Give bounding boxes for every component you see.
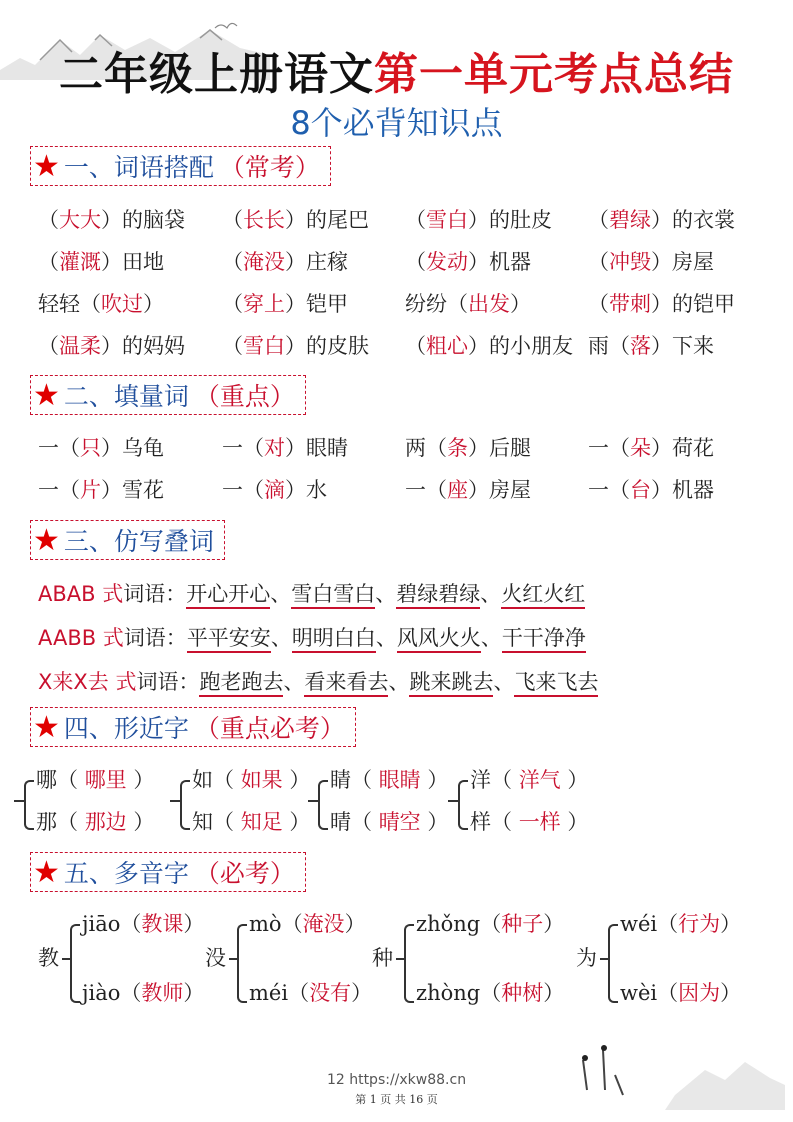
example-word: 明明白白 [292, 626, 376, 653]
polyphone-reading [416, 977, 564, 1007]
polyphone-char: 没 [205, 946, 226, 970]
polyphone-char: 教 [38, 946, 59, 970]
blank-item [405, 474, 531, 504]
paren-open: （ [609, 334, 630, 358]
separator: 、 [375, 626, 397, 650]
paren-open: （ [213, 810, 241, 834]
paren-close: ） [285, 292, 306, 316]
item-prefix: 一 [38, 478, 59, 502]
base-char: 那 [36, 810, 57, 834]
paren-close: ） [468, 478, 489, 502]
word-answer: 知足 [240, 810, 283, 834]
example-word: 跑老跑去 [199, 670, 283, 697]
similar-char-item [330, 806, 448, 836]
paren-open: （ [609, 478, 630, 502]
paren-close: ） [468, 208, 489, 232]
answer-text: 吹过 [101, 292, 143, 316]
paren-open: （ [38, 208, 59, 232]
answer-text: 条 [447, 436, 468, 460]
item-prefix: 一 [588, 478, 609, 502]
star-icon: ★ [33, 854, 60, 890]
blank-item [222, 330, 369, 360]
paren-open: （ [222, 334, 243, 358]
base-char: 如 [192, 768, 213, 792]
paren-close: ） [651, 208, 672, 232]
section-note: （必考） [194, 859, 295, 888]
paren-open: （ [657, 981, 679, 1005]
brace-bracket [404, 924, 414, 1003]
paren-open: （ [405, 334, 426, 358]
base-char: 睛 [330, 768, 351, 792]
paren-close: ） [720, 912, 742, 936]
paren-open: （ [243, 436, 264, 460]
word-answer: 晴空 [378, 810, 421, 834]
base-char: 样 [470, 810, 491, 834]
item-suffix: 房屋 [489, 478, 531, 502]
answer-text: 雪白 [426, 208, 468, 232]
pinyin-text: mò [249, 912, 282, 936]
paren-close: ） [344, 912, 366, 936]
item-prefix: 一 [222, 478, 243, 502]
blank-item [38, 330, 185, 360]
example-word: 种树 [501, 981, 544, 1005]
star-icon: ★ [33, 522, 60, 558]
collocation-row [0, 204, 793, 238]
title-part2: 第一单元考点总结 [374, 49, 734, 100]
blank-item [588, 246, 714, 276]
section-label: 五、多音字 [63, 859, 189, 888]
footer-url: 12 https://xkw88.cn [326, 1072, 467, 1088]
collocation-row [0, 330, 793, 364]
item-suffix: 乌龟 [122, 436, 164, 460]
pattern-label: X来X去 式 [38, 670, 137, 694]
answer-text: 长长 [243, 208, 285, 232]
blank-item [405, 330, 573, 360]
paren-open: （ [405, 208, 426, 232]
item-suffix: 的小朋友 [489, 334, 573, 358]
paren-close: ） [285, 334, 306, 358]
paren-close: ） [285, 250, 306, 274]
item-prefix: 一 [405, 478, 426, 502]
brace-bracket [24, 780, 34, 830]
blank-item [405, 204, 552, 234]
paren-open: （ [243, 478, 264, 502]
section-header-reduplication [30, 520, 225, 560]
polyphone-reading [82, 977, 204, 1007]
paren-close: ） [468, 436, 489, 460]
section-label: 四、形近字 [63, 714, 189, 743]
answer-text: 只 [80, 436, 101, 460]
paren-open: （ [491, 810, 519, 834]
paren-open: （ [426, 436, 447, 460]
footer-page-number: 第 1 页 共 16 页 [355, 1093, 438, 1106]
section-header-measure-words [30, 375, 306, 415]
paren-close: ） [282, 768, 311, 792]
polyphone-char: 为 [576, 946, 597, 970]
example-word: 干干净净 [502, 626, 586, 653]
paren-close: ） [143, 292, 164, 316]
paren-close: ） [183, 981, 205, 1005]
paren-close: ） [420, 768, 449, 792]
polyphone-reading [249, 977, 372, 1007]
example-word: 淹没 [302, 912, 345, 936]
blank-item [38, 246, 164, 276]
item-suffix: 机器 [672, 478, 714, 502]
pinyin-text: zhòng [416, 981, 481, 1005]
brace-tip [14, 800, 24, 802]
item-prefix: 一 [222, 436, 243, 460]
collocation-row [0, 246, 793, 280]
answer-text: 带刺 [609, 292, 651, 316]
pinyin-text: méi [249, 981, 289, 1005]
item-suffix: 水 [306, 478, 327, 502]
brace-tip [308, 800, 318, 802]
star-icon: ★ [33, 377, 60, 413]
paren-close: ） [101, 478, 122, 502]
paren-close: ） [651, 250, 672, 274]
item-suffix: 的妈妈 [122, 334, 185, 358]
example-word: 风风火火 [397, 626, 481, 653]
paren-open: （ [80, 292, 101, 316]
paren-close: ） [101, 250, 122, 274]
paren-close: ） [651, 478, 672, 502]
answer-text: 灌溉 [59, 250, 101, 274]
pinyin-text: jiāo [82, 912, 121, 936]
paren-close: ） [543, 912, 565, 936]
paren-close: ） [101, 208, 122, 232]
paren-open: （ [120, 981, 142, 1005]
answer-text: 对 [264, 436, 285, 460]
answer-text: 淹没 [243, 250, 285, 274]
pattern-suffix: 词语： [136, 670, 200, 694]
blank-item [38, 432, 164, 462]
base-char: 洋 [470, 768, 491, 792]
item-suffix: 田地 [122, 250, 164, 274]
answer-text: 雪白 [243, 334, 285, 358]
section-note: （常考） [219, 153, 320, 182]
word-answer: 一样 [518, 810, 561, 834]
pattern-suffix: 词语： [123, 582, 187, 606]
brace-tip [396, 958, 404, 960]
paren-close: ） [101, 436, 122, 460]
paren-open: （ [447, 292, 468, 316]
paren-open: （ [351, 768, 379, 792]
similar-char-item [470, 806, 588, 836]
paren-open: （ [588, 250, 609, 274]
answer-text: 冲毁 [609, 250, 651, 274]
example-word: 教师 [141, 981, 184, 1005]
paren-close: ） [126, 810, 155, 834]
paren-open: （ [588, 292, 609, 316]
separator: 、 [270, 582, 292, 606]
section-label: 三、仿写叠词 [63, 527, 214, 556]
item-suffix: 机器 [489, 250, 531, 274]
paren-open: （ [426, 478, 447, 502]
answer-text: 温柔 [59, 334, 101, 358]
pattern-suffix: 词语： [123, 626, 187, 650]
measure-word-row [0, 474, 793, 508]
answer-text: 滴 [264, 478, 285, 502]
answer-text: 出发 [468, 292, 510, 316]
separator: 、 [388, 670, 410, 694]
example-word: 开心开心 [186, 582, 270, 609]
brace-bracket [237, 924, 247, 1003]
example-word: 火红火红 [501, 582, 585, 609]
word-answer: 洋气 [518, 768, 561, 792]
item-prefix: 雨 [588, 334, 609, 358]
item-prefix: 轻轻 [38, 292, 80, 316]
paren-close: ） [560, 768, 589, 792]
separator: 、 [480, 582, 502, 606]
section-header-polyphones [30, 852, 306, 892]
item-suffix: 眼睛 [306, 436, 348, 460]
brace-bracket [70, 924, 80, 1003]
polyphone-reading [620, 908, 741, 938]
paren-close: ） [651, 436, 672, 460]
paren-open: （ [405, 250, 426, 274]
polyphone-reading [82, 908, 204, 938]
paren-close: ） [468, 250, 489, 274]
section-label: 二、填量词 [63, 382, 189, 411]
base-char: 晴 [330, 810, 351, 834]
section-note: （重点必考） [194, 714, 345, 743]
section-label: 一、词语搭配 [63, 153, 214, 182]
paren-close: ） [351, 981, 373, 1005]
example-word: 因为 [678, 981, 721, 1005]
paren-close: ） [183, 912, 205, 936]
answer-text: 大大 [59, 208, 101, 232]
paren-close: ） [285, 436, 306, 460]
blank-item [222, 204, 369, 234]
answer-text: 粗心 [426, 334, 468, 358]
example-word: 跳来跳去 [409, 670, 493, 697]
brace-tip [170, 800, 180, 802]
blank-item [222, 288, 348, 318]
blank-item [222, 474, 327, 504]
answer-text: 碧绿 [609, 208, 651, 232]
pinyin-text: jiào [82, 981, 121, 1005]
similar-char-item [36, 764, 154, 794]
paren-close: ） [101, 334, 122, 358]
paren-open: （ [480, 981, 502, 1005]
blank-item [405, 432, 531, 462]
example-word: 种子 [501, 912, 544, 936]
word-answer: 如果 [240, 768, 283, 792]
item-prefix: 一 [38, 436, 59, 460]
item-prefix: 纷纷 [405, 292, 447, 316]
polyphone-char: 种 [372, 946, 393, 970]
separator: 、 [480, 626, 502, 650]
paren-close: ） [126, 768, 155, 792]
brace-bracket [180, 780, 190, 830]
pattern-label: ABAB 式 [38, 582, 124, 606]
brace-bracket [458, 780, 468, 830]
paren-open: （ [588, 208, 609, 232]
blank-item [405, 246, 531, 276]
brace-tip [62, 958, 70, 960]
blank-item [588, 432, 714, 462]
base-char: 知 [192, 810, 213, 834]
star-icon: ★ [33, 709, 60, 745]
answer-text: 穿上 [243, 292, 285, 316]
item-suffix: 下来 [672, 334, 714, 358]
paren-open: （ [657, 912, 679, 936]
item-prefix: 一 [588, 436, 609, 460]
separator: 、 [283, 670, 305, 694]
item-suffix: 的皮肤 [306, 334, 369, 358]
paren-open: （ [59, 436, 80, 460]
brace-tip [600, 958, 608, 960]
word-answer: 那边 [84, 810, 127, 834]
paren-open: （ [38, 334, 59, 358]
item-suffix: 庄稼 [306, 250, 348, 274]
base-char: 哪 [36, 768, 57, 792]
example-word: 雪白雪白 [291, 582, 375, 609]
paren-open: （ [281, 912, 303, 936]
paren-close: ） [651, 292, 672, 316]
item-suffix: 荷花 [672, 436, 714, 460]
similar-char-item [36, 806, 154, 836]
paren-open: （ [213, 768, 241, 792]
answer-text: 座 [447, 478, 468, 502]
item-suffix: 的脑袋 [122, 208, 185, 232]
example-word: 教课 [141, 912, 184, 936]
page-subtitle: 8个必背知识点 [290, 104, 503, 142]
separator: 、 [270, 626, 292, 650]
pattern-label: AABB 式 [38, 626, 124, 650]
pinyin-text: wèi [620, 981, 658, 1005]
paren-close: ） [560, 810, 589, 834]
example-word: 看来看去 [304, 670, 388, 697]
pinyin-text: zhǒng [416, 912, 481, 936]
title-part1: 二年级上册语文 [59, 49, 374, 100]
paren-open: （ [38, 250, 59, 274]
blank-item [38, 474, 164, 504]
paren-open: （ [222, 250, 243, 274]
item-suffix: 的尾巴 [306, 208, 369, 232]
similar-char-item [330, 764, 448, 794]
separator: 、 [493, 670, 515, 694]
item-suffix: 铠甲 [306, 292, 348, 316]
blank-item [38, 204, 185, 234]
item-suffix: 的铠甲 [672, 292, 735, 316]
paren-close: ） [468, 334, 489, 358]
measure-word-row [0, 432, 793, 466]
paren-close: ） [543, 981, 565, 1005]
example-word: 平平安安 [187, 626, 271, 653]
paren-open: （ [491, 768, 519, 792]
star-icon: ★ [33, 148, 60, 184]
paren-open: （ [351, 810, 379, 834]
answer-text: 台 [630, 478, 651, 502]
page-title [0, 38, 793, 102]
paren-open: （ [222, 292, 243, 316]
polyphone-reading [416, 908, 564, 938]
item-suffix: 后腿 [489, 436, 531, 460]
answer-text: 朵 [630, 436, 651, 460]
blank-item [222, 432, 348, 462]
example-word: 行为 [678, 912, 721, 936]
collocation-row [0, 288, 793, 322]
answer-text: 落 [630, 334, 651, 358]
item-suffix: 房屋 [672, 250, 714, 274]
paren-open: （ [480, 912, 502, 936]
item-suffix: 的衣裳 [672, 208, 735, 232]
paren-close: ） [285, 478, 306, 502]
similar-char-item [470, 764, 588, 794]
example-word: 飞来飞去 [514, 670, 598, 697]
example-word: 碧绿碧绿 [396, 582, 480, 609]
word-answer: 眼睛 [378, 768, 421, 792]
reduplication-row [38, 666, 598, 696]
word-answer: 哪里 [84, 768, 127, 792]
item-suffix: 雪花 [122, 478, 164, 502]
paren-open: （ [222, 208, 243, 232]
polyphone-reading [249, 908, 366, 938]
blank-item [222, 246, 348, 276]
paren-close: ） [420, 810, 449, 834]
paren-close: ） [510, 292, 531, 316]
reduplication-row [38, 622, 586, 652]
similar-char-item [192, 806, 310, 836]
similar-char-item [192, 764, 310, 794]
reduplication-row [38, 578, 585, 608]
blank-item [588, 288, 735, 318]
paren-open: （ [120, 912, 142, 936]
brace-bracket [608, 924, 618, 1003]
blank-item [588, 474, 714, 504]
item-prefix: 两 [405, 436, 426, 460]
section-note: （重点） [194, 382, 295, 411]
separator: 、 [375, 582, 397, 606]
example-word: 没有 [309, 981, 352, 1005]
paren-open: （ [609, 436, 630, 460]
paren-close: ） [285, 208, 306, 232]
blank-item [588, 204, 735, 234]
paren-open: （ [57, 810, 85, 834]
brace-bracket [318, 780, 328, 830]
paren-open: （ [59, 478, 80, 502]
blank-item [588, 330, 714, 360]
paren-close: ） [720, 981, 742, 1005]
brace-tip [229, 958, 237, 960]
paren-open: （ [288, 981, 310, 1005]
section-header-collocation [30, 146, 331, 186]
answer-text: 发动 [426, 250, 468, 274]
blank-item [405, 288, 531, 318]
paren-close: ） [651, 334, 672, 358]
pinyin-text: wéi [620, 912, 658, 936]
answer-text: 片 [80, 478, 101, 502]
paren-open: （ [57, 768, 85, 792]
polyphone-reading [620, 977, 741, 1007]
section-header-similar-chars [30, 707, 356, 747]
item-suffix: 的肚皮 [489, 208, 552, 232]
paren-close: ） [282, 810, 311, 834]
brace-tip [448, 800, 458, 802]
blank-item [38, 288, 164, 318]
